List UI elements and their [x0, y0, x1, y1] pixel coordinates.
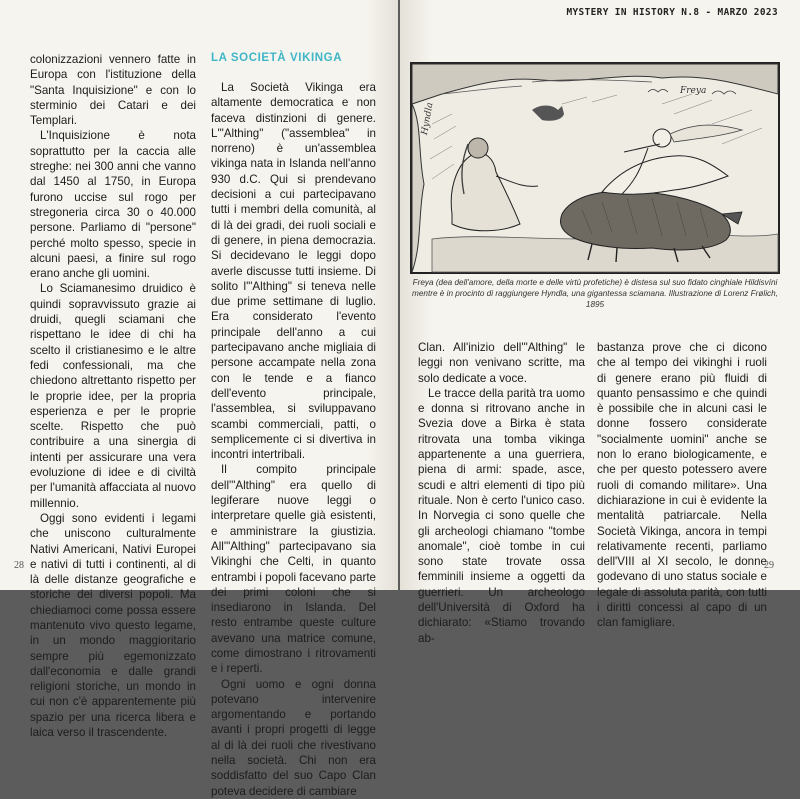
paragraph: Le tracce della parità tra uomo e donna si ritrovano anche in Svezia dove a Birka è stata ritrovata una tomba vikinga appartenente a una guerriera, piena di armi: spade, asce, scudi e altri elementi di tipo più rituale. Non è certo l'unico caso. In Norvegia ci sono quelle che gli archeologi chiamano "tombe anomale", cioè tombe in cui sono state trovate ossa femminili insieme a oggetti da guerrieri. Un archeologo dell'Università di Oxford ha dichiarato: «Stiamo trovando ab- [418, 386, 585, 645]
freya-illustration [410, 62, 780, 274]
inscription-freya: Freya [680, 86, 707, 96]
etching-image [412, 64, 778, 272]
right-column-1 [418, 340, 585, 646]
left-page [0, 0, 398, 798]
paragraph: Ogni uomo e ogni donna potevano intervenire argomentando e portando avanti i propri progetti di legge al di là dei ruoli che rivestivano nella società. Chi non era soddisfatto del suo Capo Clan poteva decidere di cambiare [211, 677, 376, 798]
left-column-1 [30, 52, 196, 740]
paragraph: Clan. All'inizio dell'"Althing" le leggi non venivano scritte, ma solo dedicate a voce. [418, 341, 585, 385]
inscription-hyndla: Hyndla [420, 101, 436, 136]
masthead: MYSTERY IN HISTORY N.8 - MARZO 2023 [566, 7, 778, 18]
paragraph: La Società Vikinga era altamente democratica e non faceva distinzioni di genere. L'"Althing" ("assemblea" in norreno) è un'assemblea vikinga nata in Islanda nell'anno 930 d.C. Qui si prendevano decisioni a cui partecipavano tutti i membri della comunità, al di là dei gradi, dei ruoli sociali e di genere, in piena democrazia. Si decidevano le leggi dopo averle discusse tutti insieme. Di solito l'"Althing" si teneva nelle due prime settimane di luglio. Era considerato l'evento principale dell'anno a cui partecipavano anche migliaia di persone accampate nella zona con le tende e a fianco dell'evento principale, l'assemblea, si sviluppavano scambi commerciali, patti, o semplicemente ci si divertiva in incontri intertribali. [211, 81, 376, 462]
paragraph: bastanza prove che ci dicono che al tempo dei vikinghi i ruoli di genere erano più fluidi di quanto pensassimo e che quindi è possibile che in alcuni casi le donne fossero considerate "socialmente uomini" anche se non lo erano biologicamente, e che per questo potessero avere ruoli di comando militare». Una dichiarazione in cui è evidente la mentalità patriarcale. Nella Società Vikinga, ancora in tempi relativamente recenti, parliamo dell'VIII al XI secolo, le donne godevano di uno status sociale e legale di assoluta parità, con tutti i diritti concessi al capo di un clan famigliare. [597, 341, 767, 630]
left-column-2 [211, 80, 376, 799]
paragraph: colonizzazioni vennero fatte in Europa con l'istituzione della "Santa Inquisizione" e con lo sterminio dei Catari e dei Templari. [30, 53, 196, 128]
paragraph: Il compito principale dell'"Althing" era quello di legiferare nuove leggi o interpretare quelle già esistenti, e amministrare la giustizia. All'"Althing" partecipavano sia Vikinghi che Celti, in quanto entrambi i popoli facevano parte dei primi coloni che si insediarono in Islanda. Del resto entrambe queste culture avevano una matrice comune, come dimostrano i ritrovamenti e i reperti. [211, 463, 376, 676]
paragraph: L'Inquisizione è nota soprattutto per la caccia alle streghe: nei 300 anni che vanno dal 1450 al 1750, in Europa furono uccise sul rogo per stregoneria circa 30 o 40.000 persone. Parliamo di "persone" perché molto spesso, specie in alcuni paesi, a finire sul rogo erano anche gli uomini. [30, 129, 196, 281]
section-title: LA SOCIETÀ VIKINGA [211, 52, 343, 64]
paragraph: Lo Sciamanesimo druidico è quindi sopravvissuto grazie ai druidi, quegli sciamani che rispettano le idee di chi ha scelto il cristianesimo e le altre fedi confessionali, ma che chiedono altrettanto rispetto per le proprie idee, per la propria esperienza e per le proprie scelte. Rispetto che può contribuire a una sinergia di intenti per assicurare una vera evoluzione di idee e di civiltà per l'umanità affacciata al nuovo millennio. [30, 282, 196, 510]
paragraph: Oggi sono evidenti i legami che uniscono culturalmente Nativi Americani, Nativi Europei e nativi di tutti i continenti, al di là delle distanze geografiche e storiche dei diversi popoli. Ma chiediamoci come possa essere mantenuto vivo questo legame, in un mondo maggioritario sempre più egemonizzato dall'economia e dalle grandi religioni storiche, un mondo in cui non c'è apparentemente più spazio per una ricerca libera e laica verso il trascendente. [30, 511, 196, 740]
page-number-left: 28 [14, 560, 24, 571]
page-number-right: 29 [764, 560, 774, 571]
illustration-caption: Freya (dea dell'amore, della morte e delle virtù profetiche) è distesa sul suo fidato cinghiale Hildisvíni mentre è in procinto di raggiungere Hyndla, una gigantessa sciamana. Illustrazione di Lorenz Frølich, 1895 [412, 278, 778, 309]
right-column-2 [597, 340, 767, 631]
